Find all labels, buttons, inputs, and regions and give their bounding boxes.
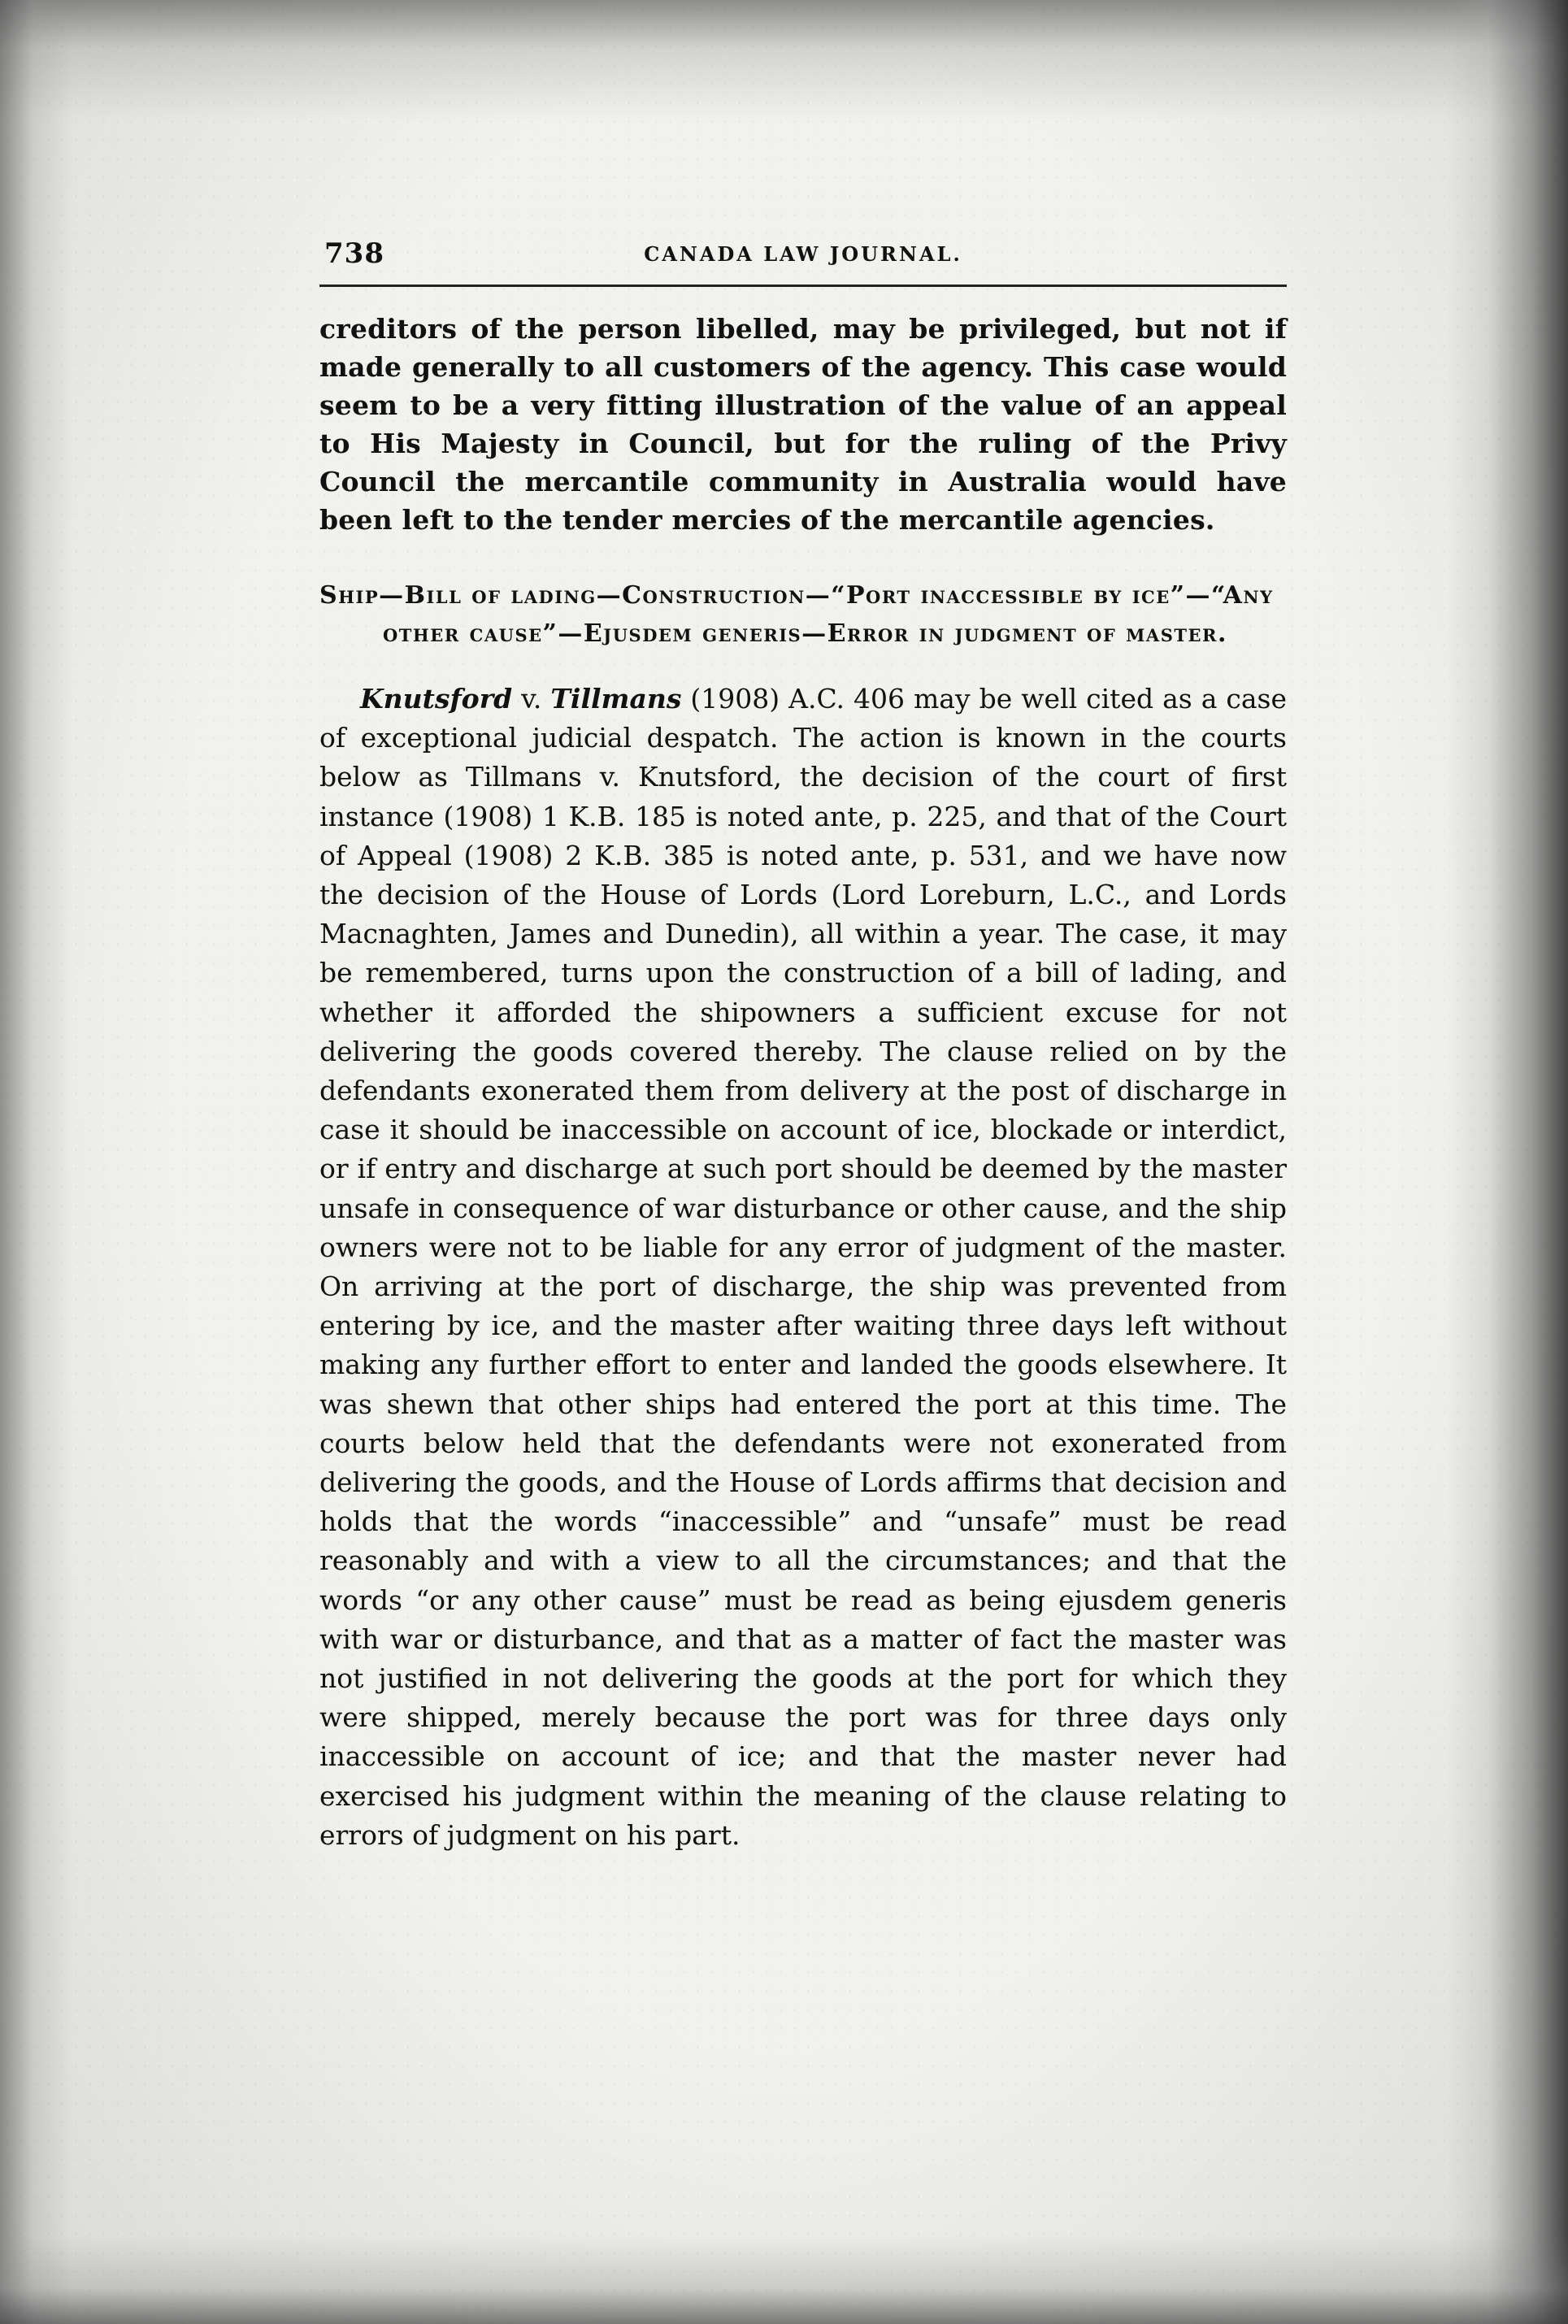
scan-shadow-left [0, 0, 73, 2324]
case-name-versus: v. [521, 683, 542, 715]
scan-shadow-right [1446, 0, 1568, 2324]
section-heading: Ship—Bill of lading—Construction—“Port inaccessible by ice”—“Any other cause”—Ejusdem generis—Error in judgment of master. [319, 581, 1274, 648]
header-rule [319, 285, 1287, 287]
article-body [319, 680, 1287, 1855]
case-name-first: Knutsford [360, 683, 513, 715]
page-number: 738 [324, 237, 384, 270]
case-name-second: Tillmans [550, 683, 682, 715]
article-body-text: (1908) A.C. 406 may be well cited as a case of exceptional judicial despatch. The action is known in the courts below as Tillmans v. Knutsford, the decision of the court of first instance (1908) 1 K.B. 185 is noted ante, p. 225, and that of the Court of Appeal (1908) 2 K.B. 385 is noted ante, p. 531, and we have now the decision of the House of Lords (Lord Loreburn, L.C., and Lords Macnaghten, James and Dunedin), all within a year. The case, it may be remembered, turns upon the construction of a bill of lading, and whether it afforded the shipowners a sufficient excuse for not delivering the goods covered thereby. The clause relied on by the defendants exonerated them from delivery at the post of discharge in case it should be inaccessible on account of ice, blockade or interdict, or if entry and discharge at such port should be deemed by the master unsafe in consequence of war disturbance or other cause, and the ship owners were not to be liable for any error of judgment of the master. On arriving at the port of discharge, the ship was prevented from entering by ice, and the master after waiting three days left without making any further effort to enter and landed the goods elsewhere. It was shewn that other ships had entered the port at this time. The courts below held that the defendants were not exonerated from delivering the goods, and the House of Lords affirms that decision and holds that the words “inaccessible” and “unsafe” must be read reasonably and with a view to all the circumstances; and that the words “or any other cause” must be read as being ejusdem generis with war or disturbance, and that as a matter of fact the master was not justified in not delivering the goods at the port for which they were shipped, merely because the port was for three days only inaccessible on account of ice; and that the master never had exercised his judgment within the meaning of the clause relating to errors of judgment on his part. [319, 683, 1287, 1851]
scan-shadow-top [0, 0, 1568, 122]
page-content [319, 236, 1287, 1882]
running-head [319, 236, 1287, 281]
scan-shadow-bottom [0, 2235, 1568, 2324]
journal-title: CANADA LAW JOURNAL. [644, 242, 962, 266]
intro-paragraph: creditors of the person libelled, may be privileged, but not if made generally to all customers of the agency. This case would seem to be a very fitting illustration of the value of an appeal to His Majesty in Council, but for the ruling of the Privy Council the mercantile community in Australia would have been left to the tender mercies of the mercantile agencies. [319, 313, 1287, 536]
